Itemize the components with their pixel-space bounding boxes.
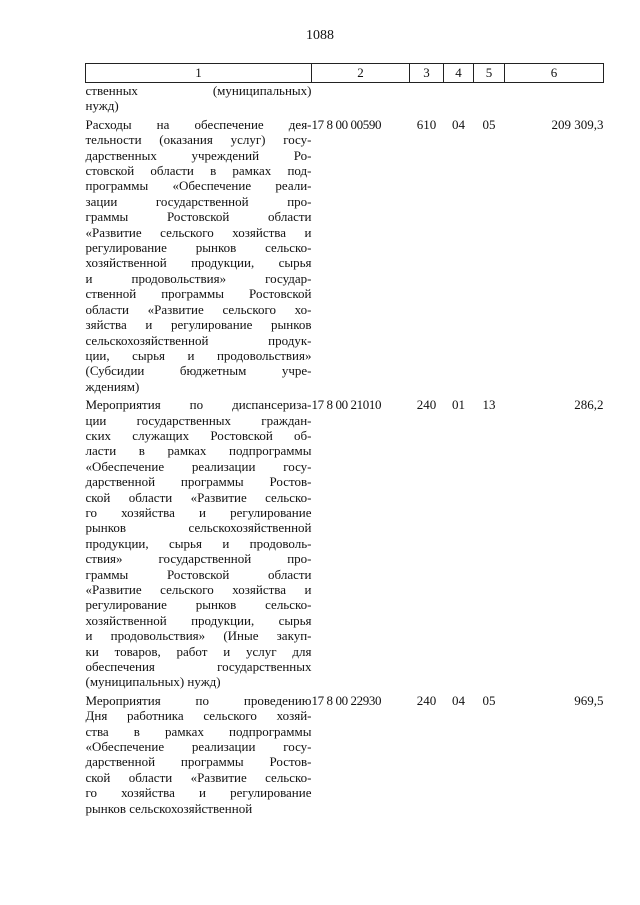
description-line: Дня работника сельского хозяй- <box>85 708 312 724</box>
description-line: области «Развитие сельского хо- <box>85 301 312 317</box>
row-section: 04 <box>452 116 465 132</box>
row-target-code: 17 8 00 22930 <box>311 692 382 708</box>
description-line: дарственной программы Ростов- <box>85 474 312 490</box>
row-amount: 286,2 <box>574 397 604 413</box>
row-description <box>86 394 312 690</box>
description-line: Расходы на обеспечение дея- <box>85 116 312 132</box>
table-row <box>86 114 604 394</box>
description-line: дарственных учреждений Ро- <box>85 147 312 163</box>
column-header-3: 3 <box>410 64 444 83</box>
description-line: ских служащих Ростовской об- <box>85 427 312 443</box>
description-line: сельскохозяйственной продук- <box>85 332 312 348</box>
description-line: рынков сельскохозяйственной <box>85 520 312 536</box>
table-row <box>86 83 604 114</box>
row-target-code: 17 8 00 21010 <box>311 397 382 413</box>
row-amount <box>505 83 604 114</box>
description-line: «Обеспечение реализации госу- <box>85 458 312 474</box>
row-section: 04 <box>452 692 465 708</box>
table-row <box>86 690 604 816</box>
description-line: ственных (муниципальных) <box>85 83 312 98</box>
description-line: ции государственных граждан- <box>85 412 312 428</box>
description-line: хозяйственной продукции, сырья <box>85 612 312 628</box>
description-line: продукции, сырья и продоволь- <box>85 535 312 551</box>
description-line: нужд) <box>85 98 119 114</box>
table-row <box>86 394 604 690</box>
column-number-row <box>86 64 604 83</box>
column-header-5: 5 <box>474 64 505 83</box>
description-line: обеспечения государственных <box>85 659 312 675</box>
row-target-code: 17 8 00 00590 <box>311 116 382 132</box>
description-line: регулирование рынков сельско- <box>85 597 312 613</box>
row-subsection: 05 <box>482 692 496 708</box>
description-line: тельности (оказания услуг) госу- <box>85 132 312 148</box>
row-amount: 209 309,3 <box>551 116 604 132</box>
description-line: «Развитие сельского хозяйства и <box>85 582 312 597</box>
description-line: Мероприятия по проведению <box>85 692 312 708</box>
row-subsection <box>474 83 505 114</box>
description-line: и продовольствия» (Иные закуп- <box>85 628 312 644</box>
description-line: ской области «Развитие сельско- <box>85 489 312 505</box>
description-line: зяйства и регулирование рынков <box>85 317 312 333</box>
description-line: дарственной программы Ростов- <box>85 754 312 770</box>
row-expense-type: 610 <box>416 116 437 132</box>
description-line: граммы Ростовской области <box>85 566 312 582</box>
description-line: ждениям) <box>85 378 140 394</box>
description-line: стовской области в рамках под- <box>85 163 312 179</box>
description-line: ствия» государственной про- <box>85 551 312 567</box>
description-line: программы «Обеспечение реали- <box>85 178 312 194</box>
column-header-2: 2 <box>312 64 410 83</box>
description-line: ции, сырья и продовольствия» <box>85 347 312 363</box>
row-subsection: 13 <box>482 397 496 413</box>
row-expense-type <box>410 83 444 114</box>
description-line: ства в рамках подпрограммы <box>85 723 312 739</box>
budget-table <box>85 63 604 816</box>
description-line: зации государственной про- <box>85 193 312 209</box>
description-line: го хозяйства и регулирование <box>85 785 312 801</box>
description-line: ласти в рамках подпрограммы <box>85 443 312 459</box>
row-expense-type: 240 <box>416 397 437 413</box>
row-target-code <box>312 83 410 114</box>
description-line: (муниципальных) нужд) <box>85 674 221 690</box>
description-line: Мероприятия по диспансеризa- <box>85 397 312 413</box>
row-expense-type: 240 <box>416 692 437 708</box>
description-line: хозяйственной продукции, сырья <box>85 255 312 271</box>
description-line: ственной программы Ростовской <box>85 286 312 302</box>
row-subsection: 05 <box>482 116 496 132</box>
column-header-4: 4 <box>444 64 474 83</box>
row-section <box>444 83 474 114</box>
row-section: 01 <box>452 397 465 413</box>
row-description <box>86 83 312 114</box>
column-header-1: 1 <box>86 64 312 83</box>
description-line: ской области «Развитие сельско- <box>85 769 312 785</box>
row-description <box>86 114 312 394</box>
row-amount: 969,5 <box>574 692 604 708</box>
table-body <box>86 83 604 817</box>
description-line: и продовольствия» государ- <box>85 270 312 286</box>
page-number: 1088 <box>306 28 334 43</box>
description-line: (Субсидии бюджетным учре- <box>85 363 312 379</box>
row-description <box>86 690 312 816</box>
description-line: ки товаров, работ и услуг для <box>85 643 312 659</box>
description-line: го хозяйства и регулирование <box>85 504 312 520</box>
description-line: «Обеспечение реализации госу- <box>85 739 312 755</box>
description-line: граммы Ростовской области <box>85 209 312 225</box>
description-line: регулирование рынков сельско- <box>85 240 312 256</box>
description-line: рынков сельскохозяйственной <box>85 800 253 816</box>
description-line: «Развитие сельского хозяйства и <box>85 224 312 240</box>
column-header-6: 6 <box>505 64 604 83</box>
